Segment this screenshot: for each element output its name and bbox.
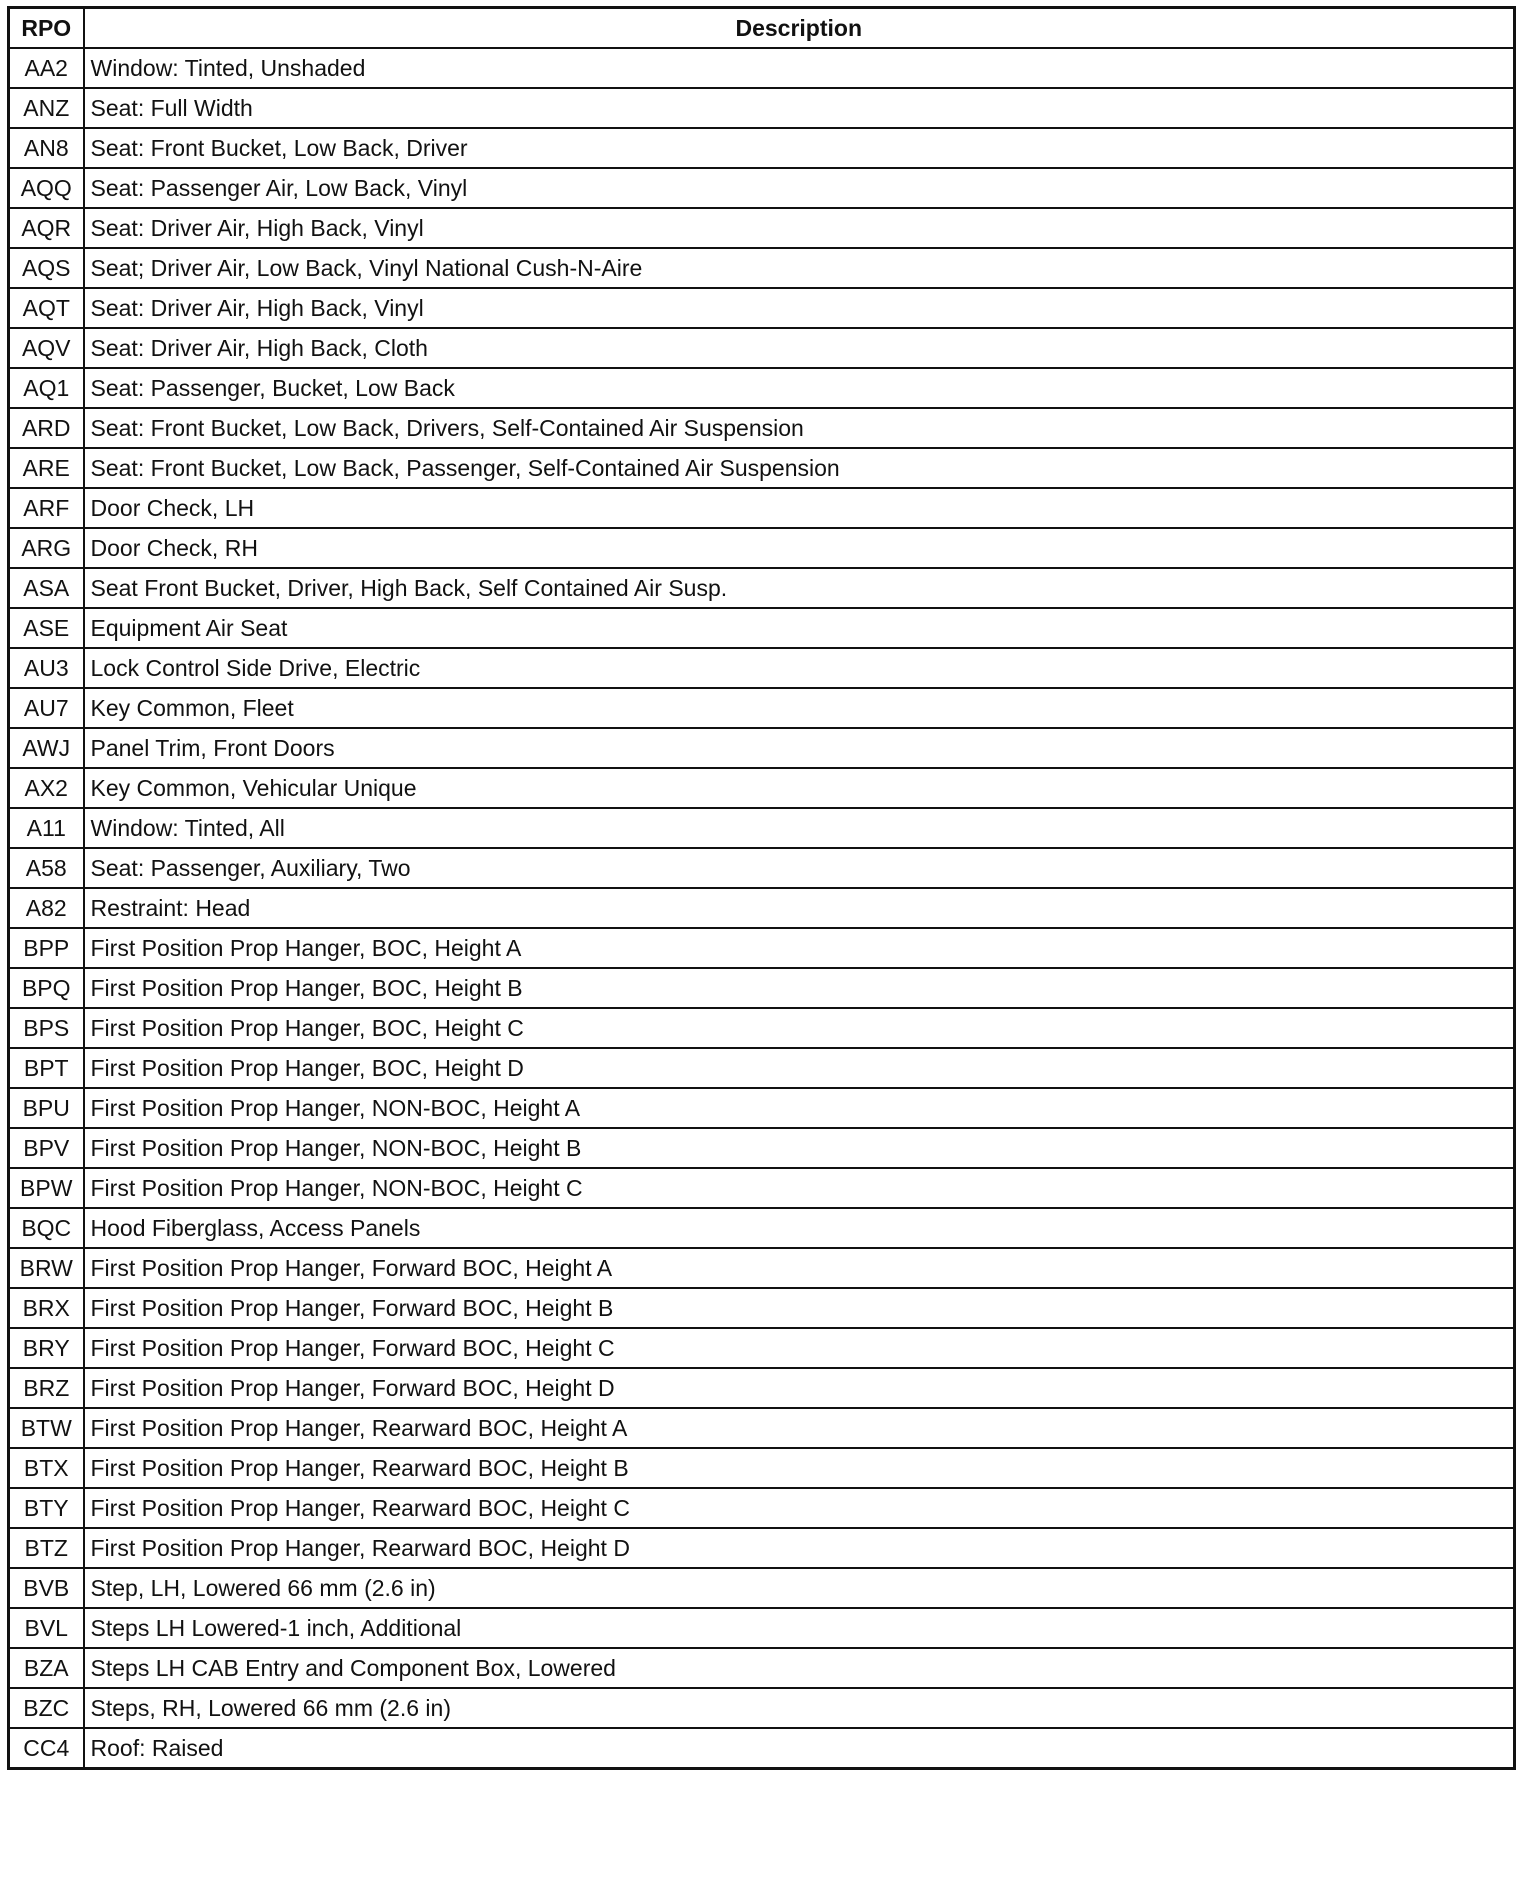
- description-cell: Seat: Full Width: [84, 88, 1515, 128]
- table-row: [9, 1488, 1515, 1528]
- description-cell: Restraint: Head: [84, 888, 1515, 928]
- rpo-code-cell: BRX: [9, 1288, 84, 1328]
- rpo-code-cell: A82: [9, 888, 84, 928]
- rpo-code-cell: AQV: [9, 328, 84, 368]
- table-row: [9, 1048, 1515, 1088]
- rpo-code-cell: ANZ: [9, 88, 84, 128]
- rpo-code-cell: BTX: [9, 1448, 84, 1488]
- table-row: [9, 48, 1515, 88]
- table-row: [9, 968, 1515, 1008]
- description-cell: First Position Prop Hanger, BOC, Height C: [84, 1008, 1515, 1048]
- rpo-code-cell: BTZ: [9, 1528, 84, 1568]
- table-row: [9, 528, 1515, 568]
- description-cell: First Position Prop Hanger, Rearward BOC, Height B: [84, 1448, 1515, 1488]
- rpo-code-cell: BVL: [9, 1608, 84, 1648]
- table-row: [9, 848, 1515, 888]
- table-row: [9, 248, 1515, 288]
- table-row: [9, 568, 1515, 608]
- table-row: [9, 1608, 1515, 1648]
- rpo-code-cell: BTW: [9, 1408, 84, 1448]
- description-cell: First Position Prop Hanger, Rearward BOC, Height D: [84, 1528, 1515, 1568]
- description-cell: Seat: Front Bucket, Low Back, Passenger, Self-Contained Air Suspension: [84, 448, 1515, 488]
- table-row: [9, 928, 1515, 968]
- rpo-code-cell: BPQ: [9, 968, 84, 1008]
- table-row: [9, 408, 1515, 448]
- description-cell: First Position Prop Hanger, BOC, Height D: [84, 1048, 1515, 1088]
- table-row: [9, 1288, 1515, 1328]
- rpo-code-cell: BPS: [9, 1008, 84, 1048]
- table-row: [9, 488, 1515, 528]
- table-row: [9, 128, 1515, 168]
- table-row: [9, 1208, 1515, 1248]
- description-column-header: Description: [84, 8, 1515, 49]
- rpo-code-cell: AQS: [9, 248, 84, 288]
- table-row: [9, 1168, 1515, 1208]
- rpo-code-cell: A11: [9, 808, 84, 848]
- table-row: [9, 728, 1515, 768]
- description-cell: Key Common, Vehicular Unique: [84, 768, 1515, 808]
- table-row: [9, 448, 1515, 488]
- description-cell: First Position Prop Hanger, Rearward BOC, Height A: [84, 1408, 1515, 1448]
- rpo-code-sheet: [7, 6, 1516, 1770]
- rpo-code-cell: AU3: [9, 648, 84, 688]
- description-cell: Step, LH, Lowered 66 mm (2.6 in): [84, 1568, 1515, 1608]
- table-row: [9, 1328, 1515, 1368]
- rpo-column-header: RPO: [9, 8, 84, 49]
- description-cell: Seat: Front Bucket, Low Back, Driver: [84, 128, 1515, 168]
- rpo-code-cell: ARG: [9, 528, 84, 568]
- rpo-code-cell: BVB: [9, 1568, 84, 1608]
- rpo-code-cell: BRZ: [9, 1368, 84, 1408]
- description-cell: First Position Prop Hanger, NON-BOC, Height A: [84, 1088, 1515, 1128]
- rpo-code-cell: BTY: [9, 1488, 84, 1528]
- rpo-code-cell: BRW: [9, 1248, 84, 1288]
- description-cell: Seat; Driver Air, Low Back, Vinyl National Cush-N-Aire: [84, 248, 1515, 288]
- description-cell: First Position Prop Hanger, Forward BOC, Height D: [84, 1368, 1515, 1408]
- rpo-table: [7, 6, 1516, 1770]
- table-row: [9, 608, 1515, 648]
- table-row: [9, 1648, 1515, 1688]
- rpo-code-cell: BRY: [9, 1328, 84, 1368]
- rpo-code-cell: BPU: [9, 1088, 84, 1128]
- rpo-code-cell: ARE: [9, 448, 84, 488]
- table-row: [9, 88, 1515, 128]
- table-row: [9, 1528, 1515, 1568]
- description-cell: Panel Trim, Front Doors: [84, 728, 1515, 768]
- table-row: [9, 1248, 1515, 1288]
- description-cell: Lock Control Side Drive, Electric: [84, 648, 1515, 688]
- table-row: [9, 1728, 1515, 1769]
- header-row: [9, 8, 1515, 49]
- table-row: [9, 768, 1515, 808]
- description-cell: First Position Prop Hanger, Forward BOC, Height C: [84, 1328, 1515, 1368]
- rpo-code-cell: AN8: [9, 128, 84, 168]
- description-cell: Door Check, RH: [84, 528, 1515, 568]
- rpo-code-cell: AQQ: [9, 168, 84, 208]
- table-row: [9, 288, 1515, 328]
- description-cell: Window: Tinted, Unshaded: [84, 48, 1515, 88]
- table-row: [9, 1128, 1515, 1168]
- description-cell: Seat: Driver Air, High Back, Cloth: [84, 328, 1515, 368]
- description-cell: First Position Prop Hanger, Forward BOC, Height B: [84, 1288, 1515, 1328]
- table-row: [9, 368, 1515, 408]
- rpo-code-cell: ARD: [9, 408, 84, 448]
- rpo-code-cell: BQC: [9, 1208, 84, 1248]
- table-row: [9, 1568, 1515, 1608]
- description-cell: Seat Front Bucket, Driver, High Back, Self Contained Air Susp.: [84, 568, 1515, 608]
- description-cell: Seat: Passenger, Bucket, Low Back: [84, 368, 1515, 408]
- rpo-code-cell: BPP: [9, 928, 84, 968]
- description-cell: Seat: Passenger Air, Low Back, Vinyl: [84, 168, 1515, 208]
- description-cell: Seat: Driver Air, High Back, Vinyl: [84, 208, 1515, 248]
- description-cell: Roof: Raised: [84, 1728, 1515, 1769]
- description-cell: Window: Tinted, All: [84, 808, 1515, 848]
- description-cell: Door Check, LH: [84, 488, 1515, 528]
- table-row: [9, 648, 1515, 688]
- rpo-code-cell: AQ1: [9, 368, 84, 408]
- rpo-code-cell: AA2: [9, 48, 84, 88]
- description-cell: First Position Prop Hanger, NON-BOC, Height B: [84, 1128, 1515, 1168]
- description-cell: First Position Prop Hanger, Rearward BOC, Height C: [84, 1488, 1515, 1528]
- rpo-code-cell: BPW: [9, 1168, 84, 1208]
- rpo-code-cell: ASA: [9, 568, 84, 608]
- rpo-code-cell: ARF: [9, 488, 84, 528]
- description-cell: Seat: Passenger, Auxiliary, Two: [84, 848, 1515, 888]
- description-cell: Seat: Front Bucket, Low Back, Drivers, Self-Contained Air Suspension: [84, 408, 1515, 448]
- table-row: [9, 328, 1515, 368]
- description-cell: First Position Prop Hanger, BOC, Height A: [84, 928, 1515, 968]
- rpo-code-cell: AX2: [9, 768, 84, 808]
- rpo-code-cell: BPV: [9, 1128, 84, 1168]
- rpo-code-cell: AU7: [9, 688, 84, 728]
- table-row: [9, 1368, 1515, 1408]
- table-row: [9, 688, 1515, 728]
- description-cell: Steps LH CAB Entry and Component Box, Lowered: [84, 1648, 1515, 1688]
- description-cell: First Position Prop Hanger, Forward BOC, Height A: [84, 1248, 1515, 1288]
- description-cell: First Position Prop Hanger, BOC, Height B: [84, 968, 1515, 1008]
- table-row: [9, 168, 1515, 208]
- table-row: [9, 888, 1515, 928]
- description-cell: First Position Prop Hanger, NON-BOC, Height C: [84, 1168, 1515, 1208]
- table-row: [9, 1408, 1515, 1448]
- rpo-code-cell: BZC: [9, 1688, 84, 1728]
- table-row: [9, 208, 1515, 248]
- table-row: [9, 1088, 1515, 1128]
- description-cell: Equipment Air Seat: [84, 608, 1515, 648]
- description-cell: Steps LH Lowered-1 inch, Additional: [84, 1608, 1515, 1648]
- rpo-code-cell: BPT: [9, 1048, 84, 1088]
- table-body: [9, 48, 1515, 1769]
- table-row: [9, 1008, 1515, 1048]
- description-cell: Hood Fiberglass, Access Panels: [84, 1208, 1515, 1248]
- description-cell: Steps, RH, Lowered 66 mm (2.6 in): [84, 1688, 1515, 1728]
- table-row: [9, 808, 1515, 848]
- rpo-code-cell: A58: [9, 848, 84, 888]
- rpo-code-cell: AQT: [9, 288, 84, 328]
- rpo-code-cell: AQR: [9, 208, 84, 248]
- rpo-code-cell: ASE: [9, 608, 84, 648]
- rpo-code-cell: CC4: [9, 1728, 84, 1769]
- rpo-code-cell: AWJ: [9, 728, 84, 768]
- rpo-code-cell: BZA: [9, 1648, 84, 1688]
- table-row: [9, 1448, 1515, 1488]
- table-row: [9, 1688, 1515, 1728]
- description-cell: Key Common, Fleet: [84, 688, 1515, 728]
- description-cell: Seat: Driver Air, High Back, Vinyl: [84, 288, 1515, 328]
